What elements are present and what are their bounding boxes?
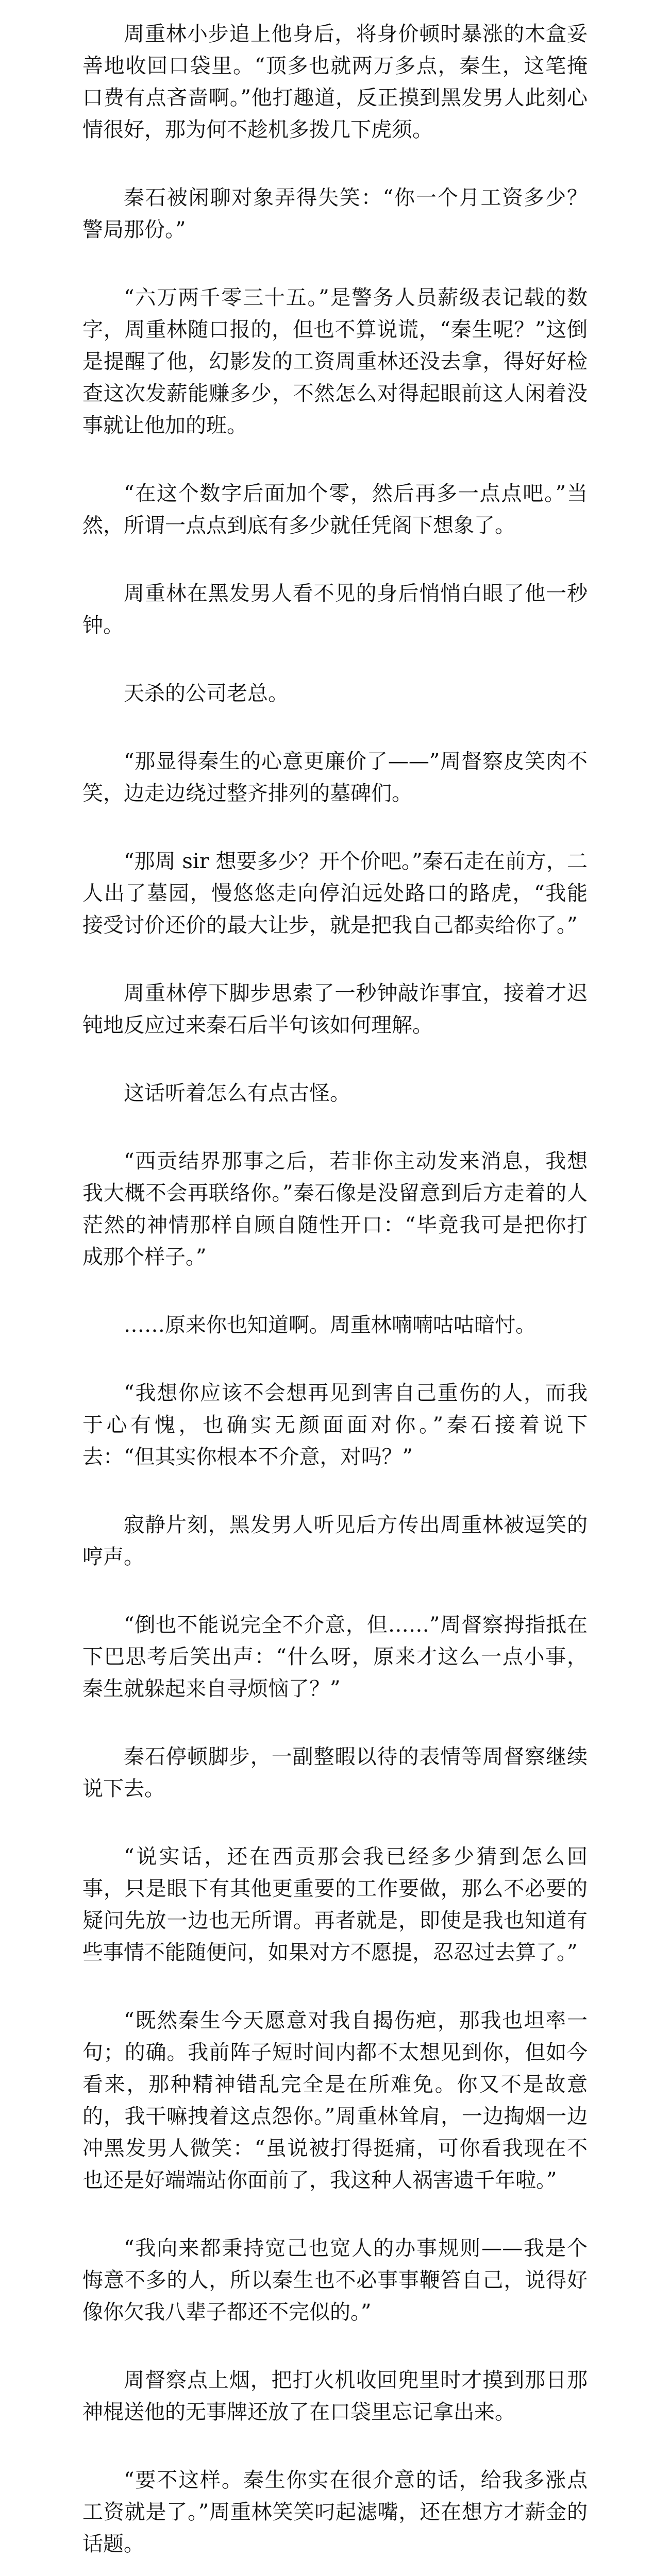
body-text xyxy=(82,18,588,2576)
paragraph: 这话听着怎么有点古怪。 xyxy=(124,1081,350,1105)
paragraph: “在这个数字后面加个零，然后再多一点点吧。”当然，所谓一点点到底有多少就任凭阁下想象了。 xyxy=(82,482,588,537)
paragraph: ……原来你也知道啊。周重林喃喃咕咕暗忖。 xyxy=(124,1313,536,1337)
paragraph: “西贡结界那事之后，若非你主动发来消息，我想我大概不会再联络你。”秦石像是没留意到后方走着的人茫然的神情那样自顾自随性开口：“毕竟我可是把你打成那个样子。” xyxy=(82,1149,588,1269)
paragraph: 秦石停顿脚步，一副整暇以待的表情等周督察继续说下去。 xyxy=(82,1745,588,1801)
paragraph: 周重林在黑发男人看不见的身后悄悄白眼了他一秒钟。 xyxy=(82,582,588,637)
paragraph: 秦石被闲聊对象弄得失笑：“你一个月工资多少？警局那份。” xyxy=(82,186,588,242)
paragraph: “既然秦生今天愿意对我自揭伤疤，那我也坦率一句；的确。我前阵子短时间内都不太想见到你，但如今看来，那种精神错乱完全是在所难免。你又不是故意的，我干嘛拽着这点怨你。”周重林耸肩，一边掏烟一边冲黑发男人微笑：“虽说被打得挺痛，可你看我现在不也还是好端端站你面前了，我这种人祸害遗千年啦。” xyxy=(82,2009,588,2192)
paragraph: “要不这样。秦生你实在很介意的话，给我多涨点工资就是了。”周重林笑笑叼起滤嘴，还在想方才薪金的话题。 xyxy=(82,2468,588,2556)
paragraph: 周督察点上烟，把打火机收回兜里时才摸到那日那神棍送他的无事牌还放了在口袋里忘记拿出来。 xyxy=(82,2368,588,2424)
paragraph: “我想你应该不会想再见到害自己重伤的人，而我于心有愧，也确实无颜面面对你。”秦石接着说下去：“但其实你根本不介意，对吗？” xyxy=(82,1381,588,1469)
paragraph: “六万两千零三十五。”是警务人员薪级表记载的数字，周重林随口报的，但也不算说谎，“秦生呢？”这倒是提醒了他，幻影发的工资周重林还没去拿，得好好检查这次发薪能赚多少，不然怎么对得起眼前这人闲着没事就让他加的班。 xyxy=(82,286,588,437)
paragraph: 寂静片刻，黑发男人听见后方传出周重林被逗笑的哼声。 xyxy=(82,1513,588,1569)
paragraph: 周重林小步追上他身后，将身价顿时暴涨的木盒妥善地收回口袋里。“顶多也就两万多点，秦生，这笔掩口费有点吝啬啊。”他打趣道，反正摸到黑发男人此刻心情很好，那为何不趁机多拨几下虎须。 xyxy=(82,22,588,142)
paragraph: 天杀的公司老总。 xyxy=(124,682,289,705)
paragraph: 周重林停下脚步思索了一秒钟敲诈事宜，接着才迟钝地反应过来秦石后半句该如何理解。 xyxy=(82,981,588,1037)
paragraph: “那显得秦生的心意更廉价了——”周督察皮笑肉不笑，边走边绕过整齐排列的墓碑们。 xyxy=(82,750,588,805)
paragraph: “说实话，还在西贡那会我已经多少猜到怎么回事，只是眼下有其他更重要的工作要做，那么不必要的疑问先放一边也无所谓。再者就是，即使是我也知道有些事情不能随便问，如果对方不愿提，忍忍过去算了。” xyxy=(82,1845,588,1964)
paragraph: “倒也不能说完全不介意，但……”周督察拇指抵在下巴思考后笑出声：“什么呀，原来才这么一点小事，秦生就躲起来自寻烦恼了？” xyxy=(82,1613,588,1701)
paragraph: “那周 sir 想要多少？开个价吧。”秦石走在前方，二人出了墓园，慢悠悠走向停泊远处路口的路虎，“我能接受讨价还价的最大让步，就是把我自己都卖给你了。” xyxy=(82,850,588,937)
paragraph: “我向来都秉持宽己也宽人的办事规则——我是个悔意不多的人，所以秦生也不必事事鞭笞自己，说得好像你欠我八辈子都还不完似的。” xyxy=(82,2236,588,2324)
